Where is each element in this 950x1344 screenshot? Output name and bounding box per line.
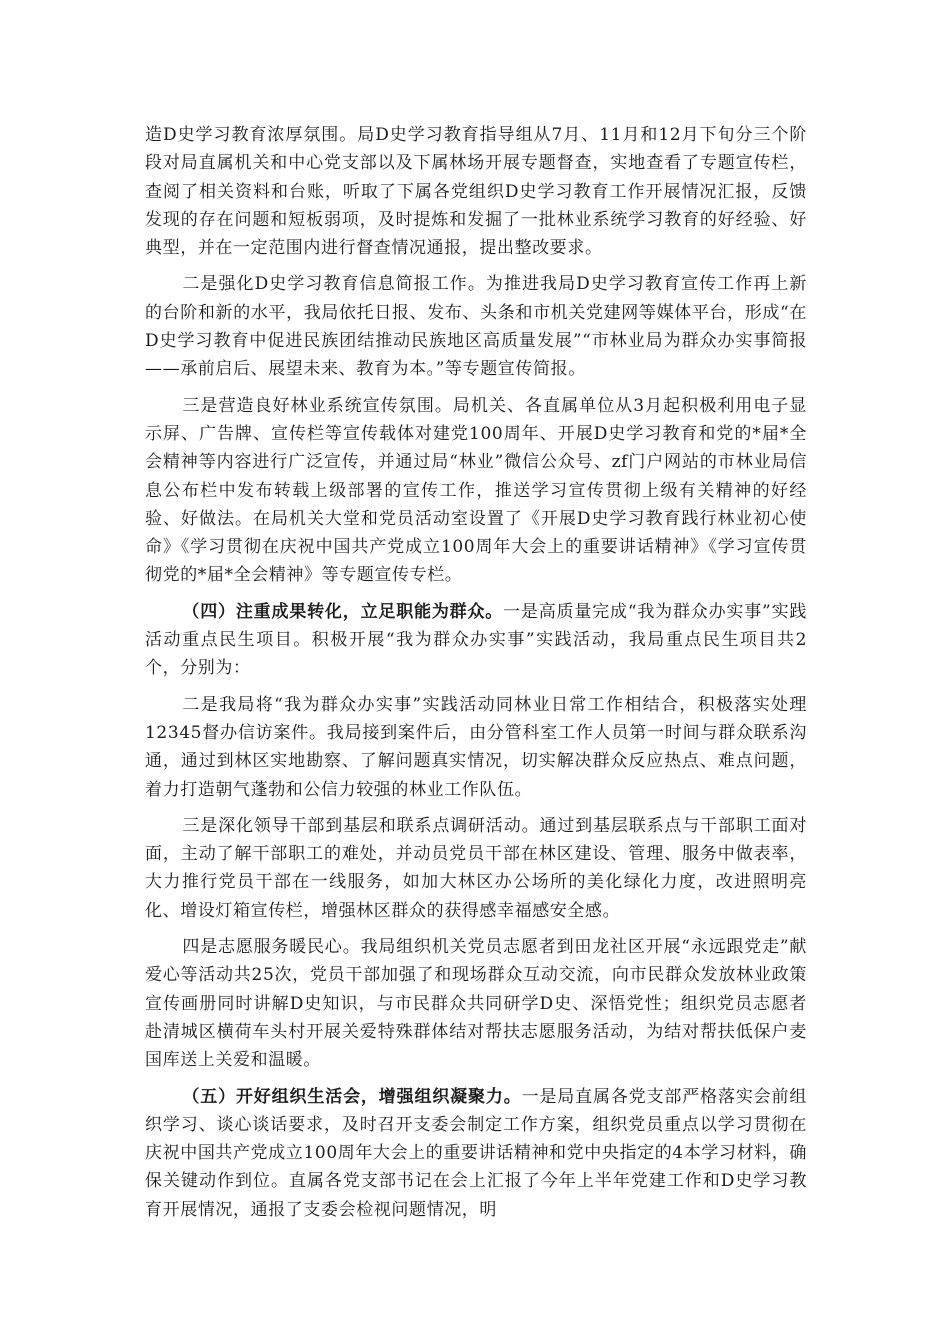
section-4-heading: （四）注重成果转化，立足职能为群众。 [182,601,504,622]
paragraph-2-text: 二是强化D史学习教育信息简报工作。为推进我局D史学习教育宣传工作再上新的台阶和新的水平，我局依托日报、发布、头条和市机关党建网等媒体平台，形成“在D史学习教育中促进民族团结推动民族地区高质量发展”“市林业局为群众办实事简报——承前启后、展望未来、教育为本。”等专题宣传简报。 [145,274,807,380]
paragraph-6 [145,812,807,925]
paragraph-4-text: 一是高质量完成“我为群众办实事”实践活动重点民生项目。积极开展“我为群众办实事”实践活动，我局重点民生项目共2个，分别为： [145,601,807,679]
paragraph-5 [145,691,807,804]
paragraph-7-text: 四是志愿服务暖民心。我局组织机关党员志愿者到田龙社区开展“永远跟党走”献爱心等活动共25次，党员干部加强了和现场群众互动交流，向市民群众发放林业政策宣传画册同时讲解D史知识，与市民群众共同研学D史、深悟党性；组织党员志愿者赴清城区横荷车头村开展关爱特殊群体结对帮扶志愿服务活动，为结对帮扶低保户麦国库送上关爱和温暖。 [145,937,807,1071]
paragraph-1-text: 造D史学习教育浓厚氛围。局D史学习教育指导组从7月、11月和12月下旬分三个阶段对局直属机关和中心党支部以及下属林场开展专题督查，实地查看了专题宣传栏，查阅了相关资料和台账，听取了下属各党组织D史学习教育工作开展情况汇报，反馈发现的存在问题和短板弱项，及时提炼和发掘了一批林业系统学习教育的好经验、好典型，并在一定范围内进行督查情况通报，提出整改要求。 [145,125,807,259]
paragraph-6-text: 三是深化领导干部到基层和联系点调研活动。通过到基层联系点与干部职工面对面，主动了解干部职工的难处，并动员党员干部在林区建设、管理、服务中做表率，大力推行党员干部在一线服务，如加大林区办公场所的美化绿化力度，改进照明亮化、增设灯箱宣传栏，增强林区群众的获得感幸福感安全感。 [145,815,807,921]
paragraph-8 [145,1083,807,1224]
paragraph-3-text: 三是营造良好林业系统宣传氛围。局机关、各直属单位从3月起积极利用电子显示屏、广告牌、宣传栏等宣传载体对建党100周年、开展D史学习教育和党的*届*全会精神等内容进行广泛宣传，并通过局“林业”微信公众号、zf门户网站的市林业局信息公布栏中发布转载上级部署的宣传工作，推送学习宣传贯彻上级有关精神的好经验、好做法。在局机关大堂和党员活动室设置了《开展D史学习教育践行林业初心使命》《学习贯彻在庆祝中国共产党成立100周年大会上的重要讲话精神》《学习宣传贯彻党的*届*全会精神》等专题宣传专栏。 [145,395,807,586]
paragraph-7 [145,933,807,1074]
paragraph-3 [145,392,807,590]
section-5-heading: （五）开好组织生活会，增强组织凝聚力。 [182,1086,522,1107]
paragraph-1 [145,121,807,262]
paragraph-4 [145,598,807,683]
paragraph-5-text: 二是我局将“我为群众办实事”实践活动同林业日常工作相结合，积极落实处理12345督办信访案件。我局接到案件后，由分管科室工作人员第一时间与群众联系沟通，通过到林区实地勘察、了解问题真实情况，切实解决群众反应热点、难点问题，着力打造朝气蓬勃和公信力较强的林业工作队伍。 [145,694,807,800]
paragraph-8-text: 一是局直属各党支部严格落实会前组织学习、谈心谈话要求，及时召开支委会制定工作方案，组织党员重点以学习贯彻在庆祝中国共产党成立100周年大会上的重要讲话精神和党中央指定的4本学习材料，确保关键动作到位。直属各党支部书记在会上汇报了今年上半年党建工作和D史学习教育开展情况，通报了支委会检视问题情况，明 [145,1086,807,1220]
document-page [145,121,807,1232]
paragraph-2 [145,270,807,383]
